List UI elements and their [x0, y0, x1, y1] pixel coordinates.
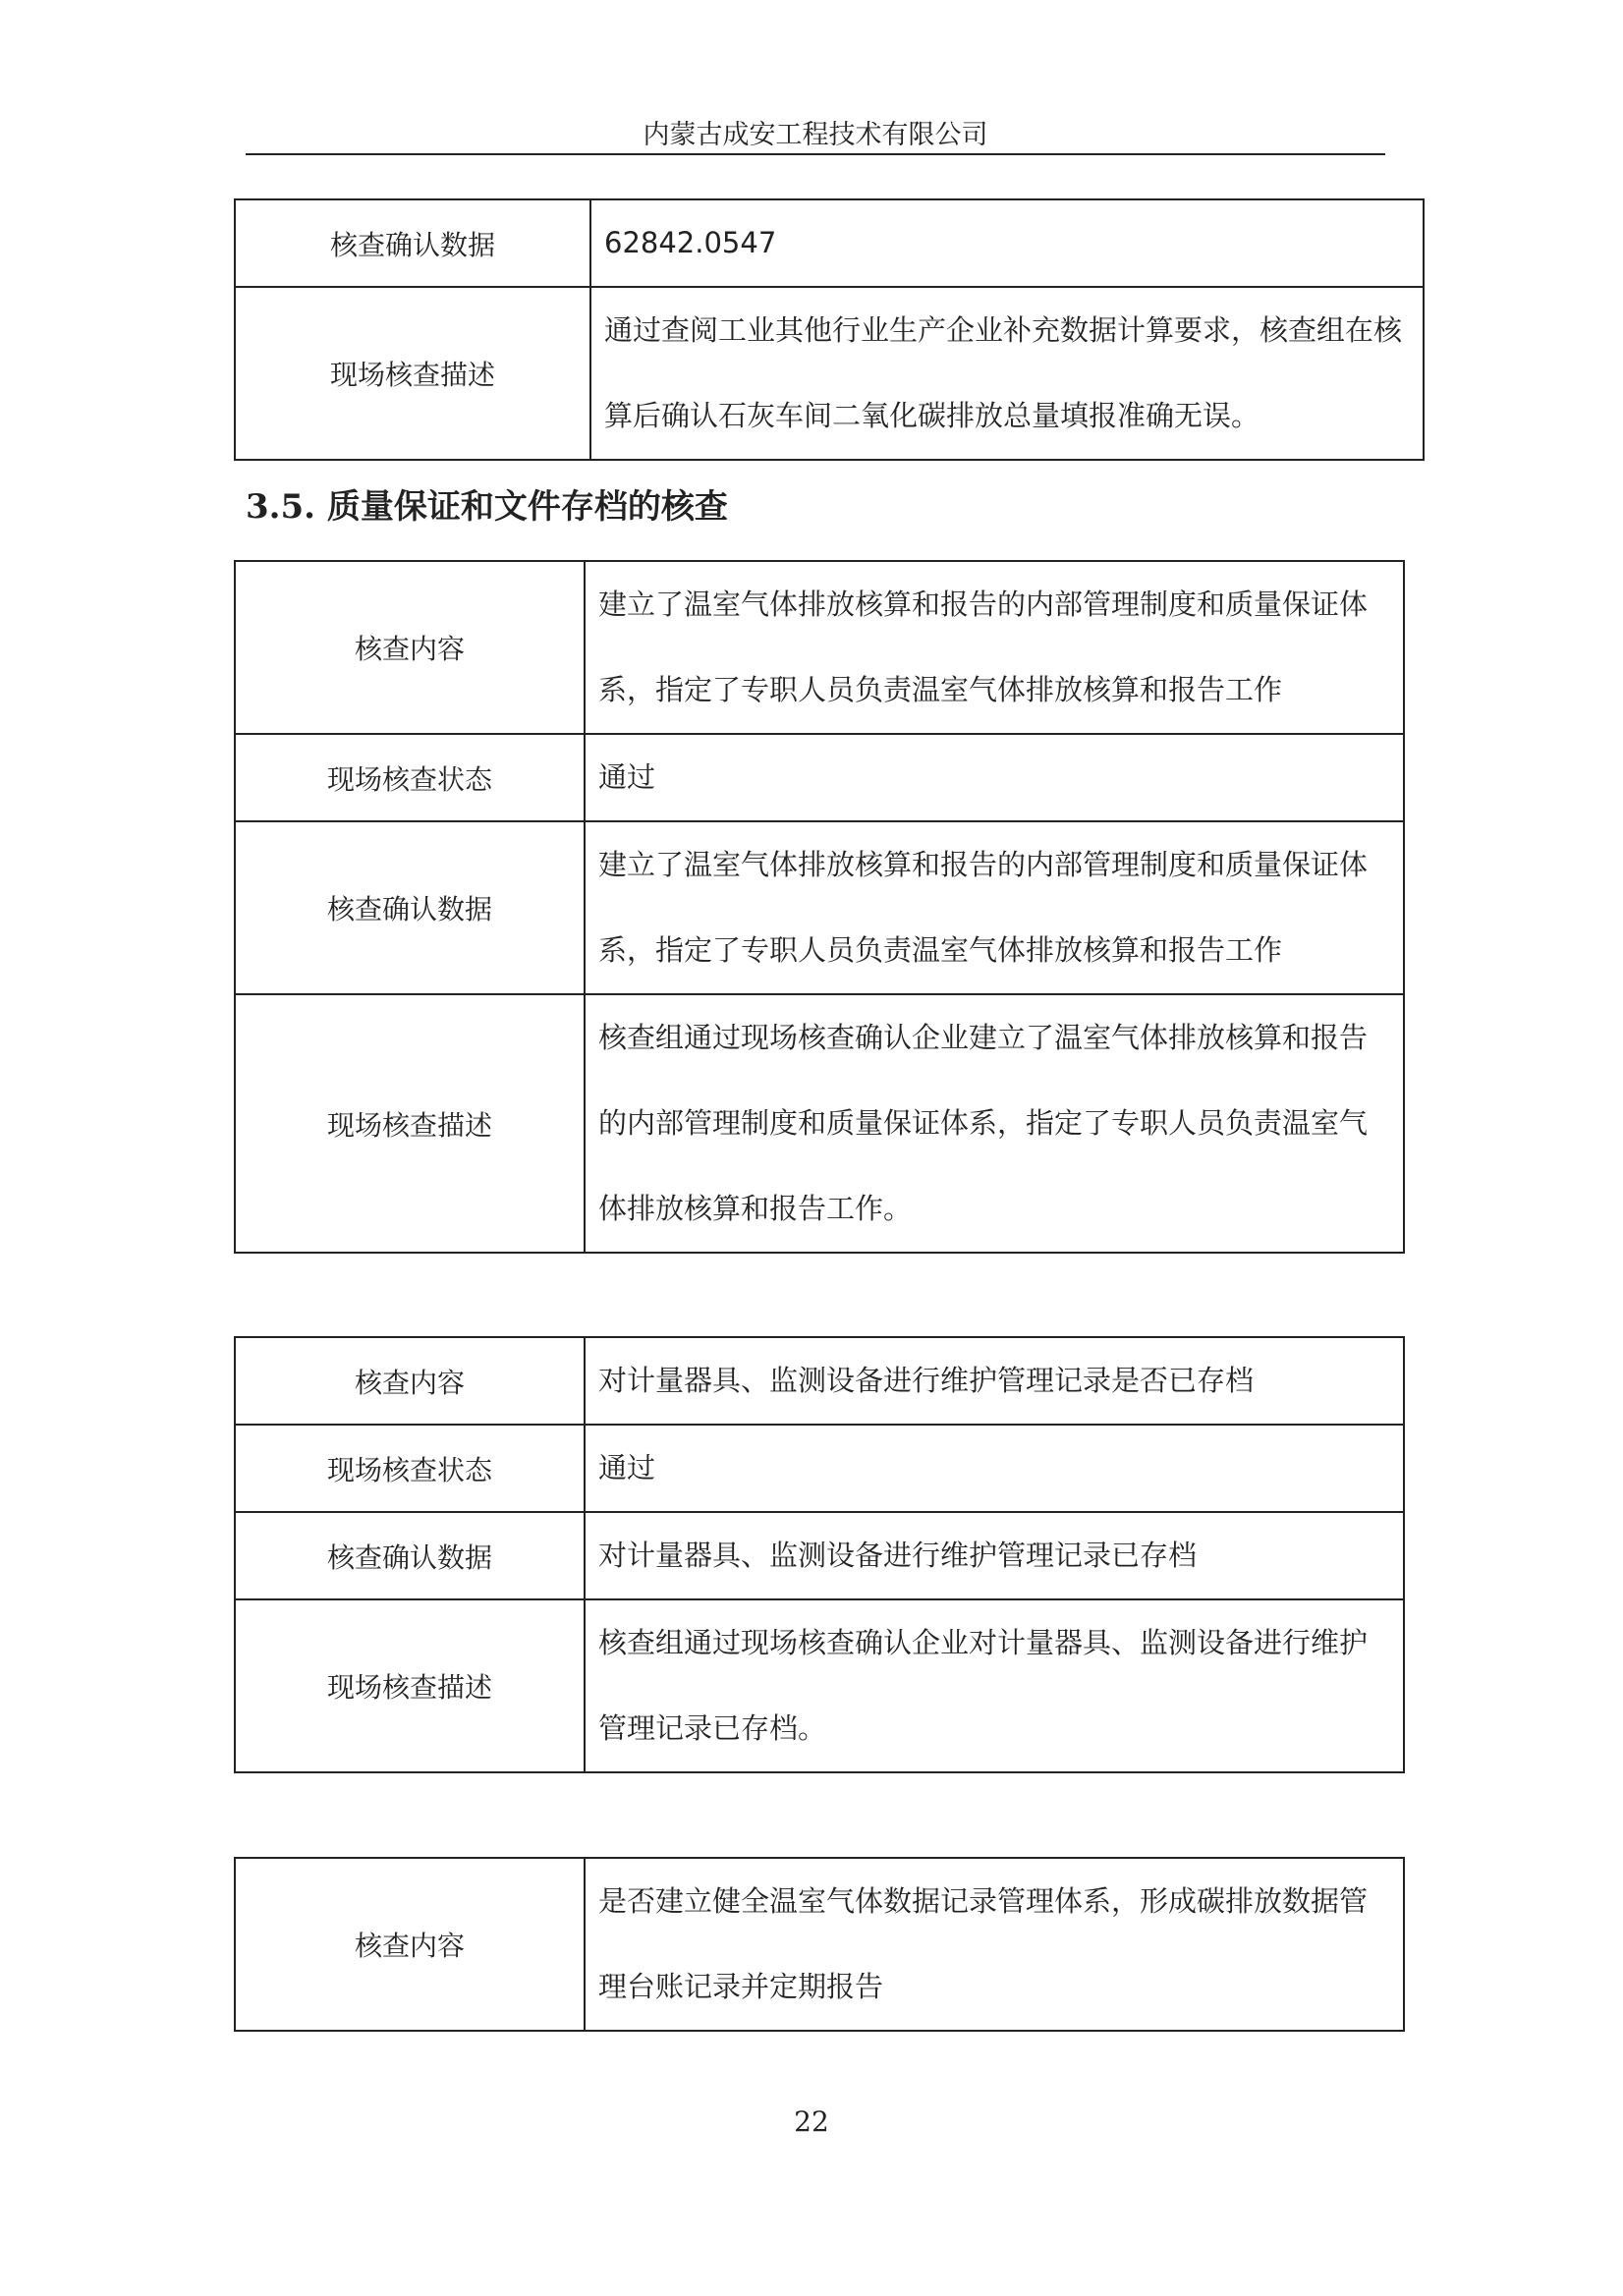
row-label-check-content: 核查内容	[235, 1337, 585, 1425]
row-label-onsite-description: 现场核查描述	[235, 1599, 585, 1772]
verification-table-instrument-records	[234, 1336, 1405, 1773]
table-row	[235, 1858, 1404, 2031]
table-row	[235, 561, 1404, 734]
document-header: 内蒙古成安工程技术有限公司	[643, 120, 988, 150]
section-heading: 3.5. 质量保证和文件存档的核查	[246, 487, 728, 527]
row-value-check-content: 是否建立健全温室气体数据记录管理体系，形成碳排放数据管理台账记录并定期报告	[585, 1858, 1404, 2031]
verification-table-data-management	[234, 1857, 1405, 2032]
table-row	[235, 1599, 1404, 1772]
row-value-confirmed-data: 62842.0547	[590, 199, 1424, 287]
row-label-confirmed-data: 核查确认数据	[235, 199, 590, 287]
row-value-onsite-description: 核查组通过现场核查确认企业建立了温室气体排放核算和报告的内部管理制度和质量保证体系，指定了专职人员负责温室气体排放核算和报告工作。	[585, 994, 1404, 1253]
page-number: 22	[794, 2105, 829, 2138]
row-label-confirmed-data: 核查确认数据	[235, 1512, 585, 1599]
row-label-onsite-status: 现场核查状态	[235, 1425, 585, 1512]
row-value-onsite-status: 通过	[585, 1425, 1404, 1512]
row-value-onsite-description: 核查组通过现场核查确认企业对计量器具、监测设备进行维护管理记录已存档。	[585, 1599, 1404, 1772]
verification-table-qa-system	[234, 560, 1405, 1254]
row-label-onsite-description: 现场核查描述	[235, 994, 585, 1253]
row-value-confirmed-data: 对计量器具、监测设备进行维护管理记录已存档	[585, 1512, 1404, 1599]
table-row	[235, 1512, 1404, 1599]
table-row	[235, 734, 1404, 821]
header-divider	[246, 153, 1385, 155]
table-row	[235, 287, 1424, 460]
row-value-onsite-status: 通过	[585, 734, 1404, 821]
row-label-confirmed-data: 核查确认数据	[235, 821, 585, 994]
row-value-confirmed-data: 建立了温室气体排放核算和报告的内部管理制度和质量保证体系，指定了专职人员负责温室气体排放核算和报告工作	[585, 821, 1404, 994]
row-value-check-content: 对计量器具、监测设备进行维护管理记录是否已存档	[585, 1337, 1404, 1425]
table-row	[235, 994, 1404, 1253]
table-row	[235, 1337, 1404, 1425]
table-row	[235, 199, 1424, 287]
table-row	[235, 821, 1404, 994]
row-label-check-content: 核查内容	[235, 561, 585, 734]
row-label-onsite-status: 现场核查状态	[235, 734, 585, 821]
table-row	[235, 1425, 1404, 1512]
verification-table-emissions	[234, 198, 1425, 461]
row-value-check-content: 建立了温室气体排放核算和报告的内部管理制度和质量保证体系，指定了专职人员负责温室气体排放核算和报告工作	[585, 561, 1404, 734]
row-label-onsite-description: 现场核查描述	[235, 287, 590, 460]
row-label-check-content: 核查内容	[235, 1858, 585, 2031]
row-value-onsite-description: 通过查阅工业其他行业生产企业补充数据计算要求，核查组在核算后确认石灰车间二氧化碳排放总量填报准确无误。	[590, 287, 1424, 460]
